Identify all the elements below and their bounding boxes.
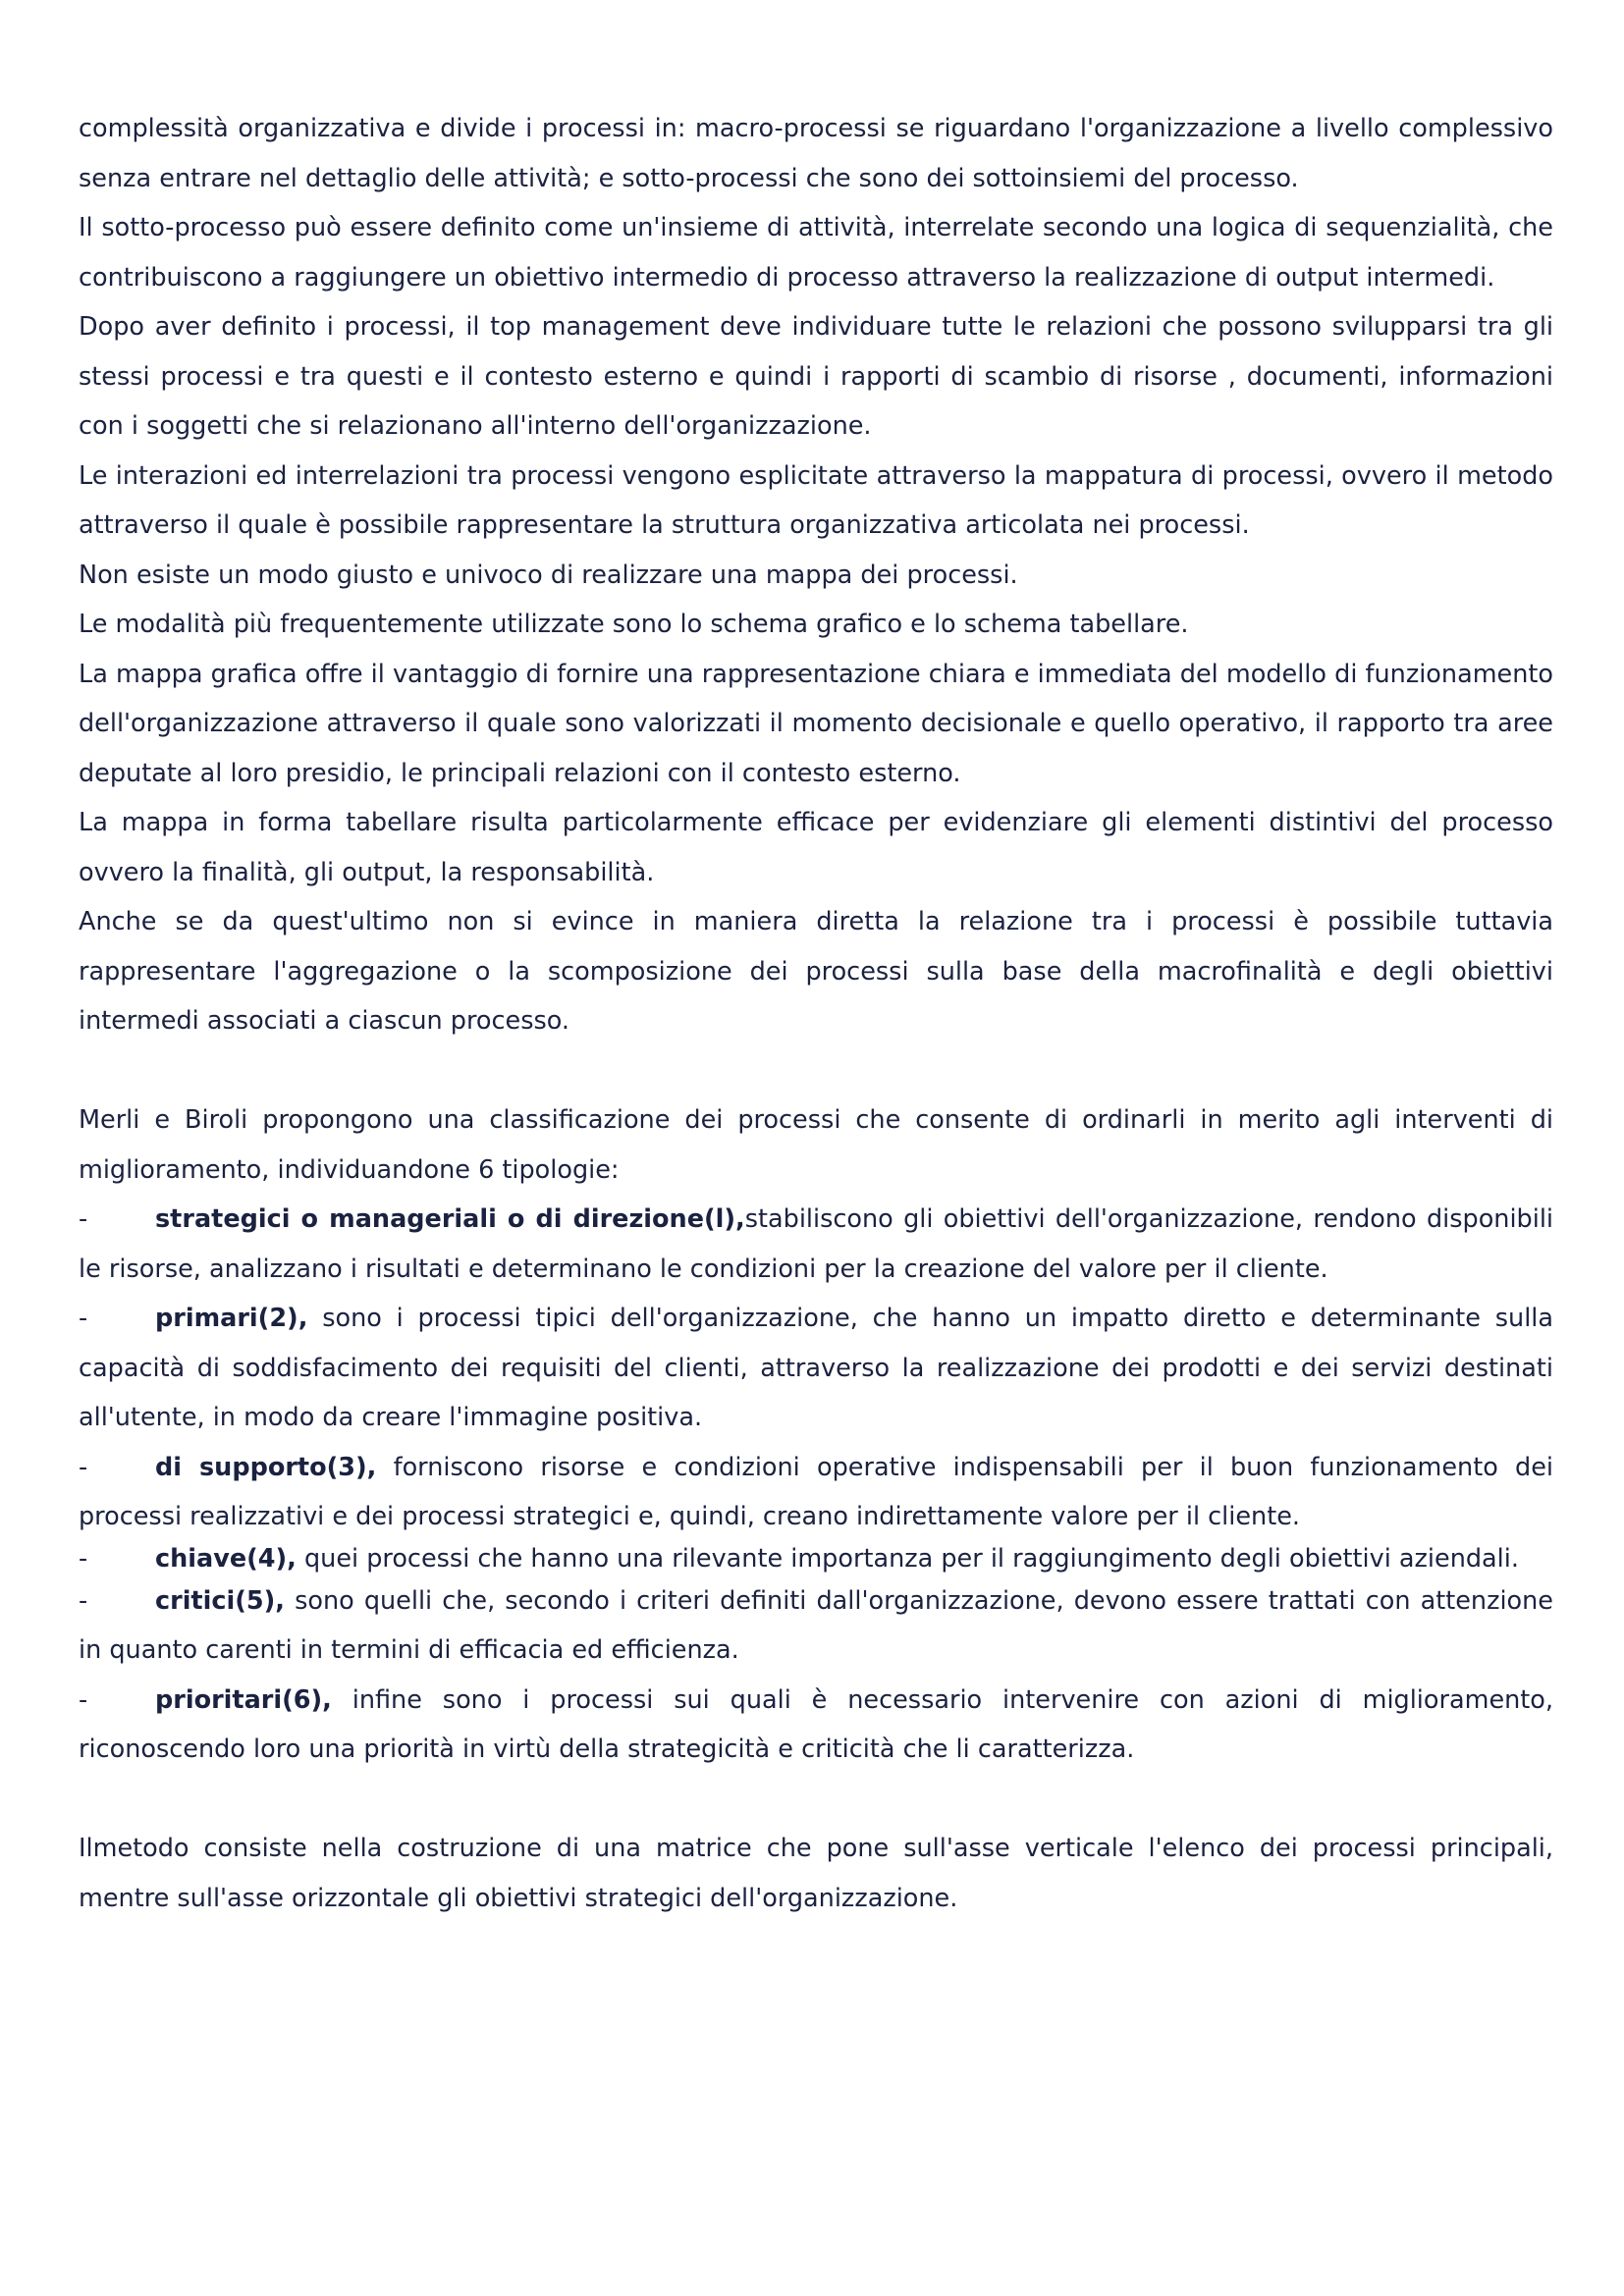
- list-text: sono i processi tipici dell'organizzazione, che hanno un impatto diretto e determinante sulla capacità di soddisfacimento dei requisiti del clienti, attraverso la realizzazione dei prodotti e dei servizi destinati all'utente, in modo da creare l'immagine positiva.: [79, 1304, 1553, 1432]
- list-dash: -: [79, 1204, 88, 1234]
- list-item: [79, 1676, 1553, 1775]
- paragraph: La mappa grafica offre il vantaggio di fornire una rappresentazione chiara e immediata del modello di funzionamento dell'organizzazione attraverso il quale sono valorizzati il momento decisionale e quello operativo, il rapporto tra aree deputate al loro presidio, le principali relazioni con il contesto esterno.: [79, 659, 1553, 788]
- list-dash: -: [79, 1585, 88, 1616]
- list-item: [79, 1294, 1553, 1443]
- paragraph: Il sotto-processo può essere definito come un'insieme di attività, interrelate secondo una logica di sequenzialità, che contribuiscono a raggiungere un obiettivo intermedio di processo attraverso la realizzazione di output intermedi.: [79, 213, 1553, 293]
- list-text: forniscono risorse e condizioni operative indispensabili per il buon funzionamento dei processi realizzativi e dei processi strategici e, quindi, creano indirettamente valore per il cliente.: [79, 1452, 1553, 1531]
- list-dash: -: [79, 1452, 88, 1482]
- paragraph: Dopo aver definito i processi, il top management deve individuare tutte le relazioni che possono svilupparsi tra gli stessi processi e tra questi e il contesto esterno e quindi i rapporti di scambio di risorse , documenti, informazioni con i soggetti che si relazionano all'interno dell'organizzazione.: [79, 312, 1553, 441]
- list-term: critici(5),: [155, 1585, 285, 1616]
- list-term: primari(2),: [155, 1304, 308, 1333]
- paragraph: Le interazioni ed interrelazioni tra processi vengono esplicitate attraverso la mappatura di processi, ovvero il metodo attraverso il quale è possibile rappresentare la struttura organizzativa articolata nei processi.: [79, 460, 1553, 540]
- document-page: [79, 104, 1553, 1923]
- classification-intro: Merli e Biroli propongono una classificazione dei processi che consente di ordinarli in merito agli interventi di miglioramento, individuandone 6 tipologie:: [79, 1105, 1553, 1185]
- list-text: infine sono i processi sui quali è necessario intervenire con azioni di miglioramento, riconoscendo loro una priorità in virtù della strategicità e criticità che li caratterizza.: [79, 1684, 1553, 1764]
- list-dash: -: [79, 1543, 88, 1574]
- paragraph: La mappa in forma tabellare risulta particolarmente efficace per evidenziare gli elementi distintivi del processo ovvero la finalità, gli output, la responsabilità.: [79, 808, 1553, 887]
- list-item: [79, 1443, 1553, 1542]
- paragraph: Le modalità più frequentemente utilizzate sono lo schema grafico e lo schema tabellare.: [79, 610, 1189, 639]
- list-text: quei processi che hanno una rilevante importanza per il raggiungimento degli obiettivi aziendali.: [296, 1543, 1519, 1574]
- list-term: strategici o manageriali o di direzione(l),: [155, 1204, 745, 1234]
- list-term: prioritari(6),: [155, 1684, 332, 1715]
- list-text: stabiliscono gli obiettivi dell'organizzazione, rendono disponibili le risorse, analizzano i risultati e determinano le condizioni per la creazione del valore per il cliente.: [79, 1204, 1553, 1284]
- spacer: [79, 1046, 1553, 1096]
- list-term: di supporto(3),: [155, 1452, 377, 1482]
- paragraph: Anche se da quest'ultimo non si evince in maniera diretta la relazione tra i processi è possibile tuttavia rappresentare l'aggregazione o la scomposizione dei processi sulla base della macrofinalità e degli obiettivi intermedi associati a ciascun processo.: [79, 907, 1553, 1036]
- closing-paragraph: Ilmetodo consiste nella costruzione di una matrice che pone sull'asse verticale l'elenco dei processi principali, mentre sull'asse orizzontale gli obiettivi strategici dell'organizzazione.: [79, 1834, 1553, 1913]
- list-item: [79, 1542, 1553, 1576]
- list-dash: -: [79, 1304, 88, 1333]
- list-dash: -: [79, 1684, 88, 1715]
- spacer: [79, 1775, 1553, 1825]
- list-term: chiave(4),: [155, 1543, 297, 1574]
- list-item: [79, 1576, 1553, 1676]
- paragraph: complessità organizzativa e divide i processi in: macro-processi se riguardano l'organizzazione a livello complessivo senza entrare nel dettaglio delle attività; e sotto-processi che sono dei sottoinsiemi del processo.: [79, 114, 1553, 193]
- paragraph: Non esiste un modo giusto e univoco di realizzare una mappa dei processi.: [79, 560, 1018, 590]
- list-text: sono quelli che, secondo i criteri definiti dall'organizzazione, devono essere trattati con attenzione in quanto carenti in termini di efficacia ed efficienza.: [79, 1585, 1553, 1665]
- list-item: [79, 1195, 1553, 1294]
